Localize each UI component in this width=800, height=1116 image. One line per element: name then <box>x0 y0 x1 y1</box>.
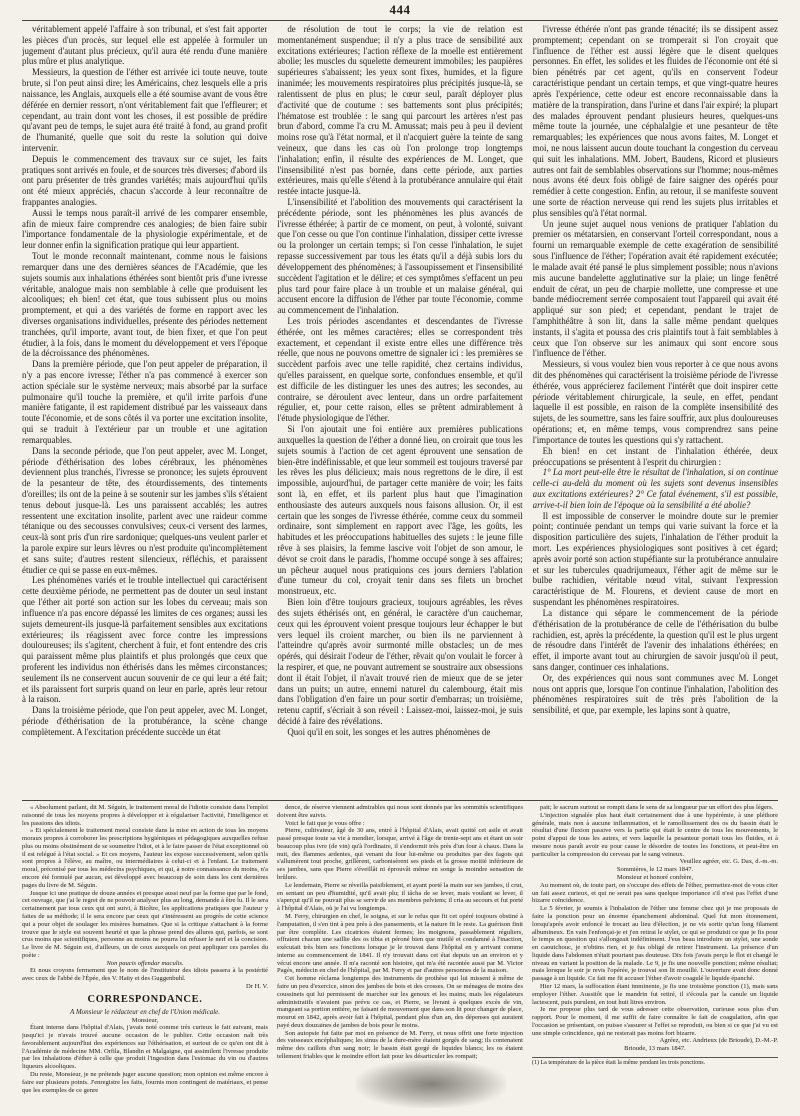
paragraph: Depuis le commencement des travaux sur ce sujet, les faits pratiques sont arrivés en foule, et de sources très diverses; d'abord ils ont paru présenter de très grandes variétés; mais aujourd'hui qu'ils ont été mieux appréciés, chacun s'accorde à leur reconnaître de frappantes analogies. <box>22 153 268 207</box>
question-paragraph: 1° La mort peut-elle être le résultat de l'inhalation, si on continue celle-ci au-delà du moment où les sujets sont devenus insensibles aux excitations extérieures? 2° Ce fatal événement, s'il est possible, arrive-t-il bien loin de l'époque où la sensibilité a été abolie? <box>532 467 778 510</box>
paragraph: » Et spécialement le traitement moral consiste dans la mise en action de tous les moyens moraux propres à corroborer les prescriptions hygiéniques et pédagogiques auxquelles refuse plus ou moins obstinément de se soumettre l'idiot, et à le faire passer de l'état exceptionnel où il est relégué à l'état social. » Et ces moyens, l'auteur les expose successivement, selon qu'ils sont propres à l'élève, au maître, ou intermédiaires à celui-ci et à l'enfant. Le traitement moral, préconisé par tous les médecins psychiques, et qui, à notre connaissance du moins, n'a encore été formulé par aucun, est développé avec beaucoup de soin dans les cent dernières pages du livre de M. Séguin. <box>22 827 268 889</box>
paragraph: Dans la première période, que l'on peut appeler de préparation, il n'y a pas encore ivresse; l'éther n'a pas commencé à exercer son action spéciale sur le système nerveux; mais absorbé par la surface pulmonaire qu'il touche la première, et qu'il irrite parfois d'une manière fatigante, il est rapidement distribué par les vaisseaux dans toute l'économie, et de sons côtés il va porter une excitation insolite, qui se traduit à l'extérieur par un trouble et une agitation remarquables. <box>22 359 268 445</box>
paragraph: Du reste, Monsieur, je ne prétends juger aucune question; mon opinion est même encore à faire sur plusieurs points. J'enregistre les faits, fournis mon contingent de matériaux, et pense que les exemples de ce genre <box>22 1071 268 1094</box>
page-number: 444 <box>389 2 411 17</box>
paragraph: Bien loin d'être toujours gracieux, toujours agréables, les rêves des sujets éthérisés ont, en général, le caractère d'un cauchemar, ceux qui les éprouvent voient presque toujours leur échapper le but vers lequel ils croient marcher, ou bien ils ne parviennent à l'atteindre qu'après avoir surmonté mille obstacles; un de mes opérés, qui désirait l'odeur de l'éther, rêvait qu'on voulait le forcer à la respirer, et que, ne pouvant autrement se soustraire aux obsessions dont il était l'objet, il n'avait trouvé rien de mieux que de se jeter dans un puits; un autre, ennemi naturel du calembourg, était mis dans l'obligation d'en faire un pour sortir d'embarras; un troisième, retenu captif, s'écriait à son réveil : Laissez-moi, laissez-moi, je suis décidé à faire des révélations. <box>277 597 523 726</box>
paragraph: L'insensibilité et l'abolition des mouvements qui caractérisent la précédente période, sont les phénomènes les plus avancés de l'ivresse éthérée; à partir de ce moment, on peut, à volonté, suivant que l'on cesse ou que l'on continue l'inhalation, dissiper cette ivresse ou la prolonger un certain temps; si l'on cesse l'inhalation, le sujet repasse successivement par tous les états qu'il a déjà subis lors du développement des phénomènes; à l'assoupissement et l'insensibilité succèdent l'agitation et le délire; et ces symptômes s'effacent un peu plus tard pour faire place à un trouble et un malaise général, qui accusent encore la diffusion de l'éther par toute l'économie, comme au commencement de l'inhalation. <box>277 197 523 316</box>
letter-address: A Monsieur le rédacteur en chef de l'Union médicale. <box>69 1008 221 1017</box>
paragraph: Au moment où, de toute part, on s'occupe des effets de l'éther, permettez-moi de vous citer un fait assez curieux, et qui ne serait pas sans quelque importance s'il n'est pas l'effet d'une bizarre coïncidence. <box>532 881 778 905</box>
paragraph: M. Ferry, chirurgien en chef, le soigna, et sur le refus que fit cet opéré toujours obstiné à l'amputation, il s'en tint à peu près à des pansements, et la nature fit le reste. La guérison finit par être complète. Les cicatrices étaient fermes; les moignons, passablement réguliers, offraient chacun une saillie des os tibia et péroné bien que mutilé et condamné à l'inaction, exécutait très bien ses fonctions lorsque je le trouvai dans l'hôpital en y arrivant comme interne au commencement de 1841. Il n'y trouvait dans cet état depuis un an environ et y vécut encore une année. Il m'a raconté son histoire, qui m'a été racontée aussi par M. Victor Pagès, médecin en chef de l'hôpital, par M. Ferry et par d'autres personnes de la maison. <box>277 912 523 975</box>
paragraph: pait; le sacrum surtout se rompit dans le sens de sa longueur par un effort des plus légers. <box>540 804 774 811</box>
paragraph: Étant interne dans l'hôpital d'Alais, j'avais noté comme très curieux le fait suivant, mais jusqu'ici je n'avais trouvé aucune occasion de le publier. Cette occasion naît très favorablement aujourd'hui des expériences sur l'éthérisation, et surtout de ce qu'en ont dit à l'Académie de médecine MM. Orfila, Blandin et Malgaigne, qui assimilent l'ivresse produite par les inhalations d'éther à celle que produit l'ingestion dans l'estomac du vin ou d'autres liqueurs alcooliques. <box>22 1024 268 1071</box>
paragraph: Hier 12 mars, la suffocation étant imminente, je fis une troisième ponction (1), mais sans employer l'éther. Aussitôt que le mandrin fut retiré, il s'écoula par la canule un liquide lactescent, puis purulent, en tout huit litres environ. <box>532 982 778 1006</box>
paragraph: Il est impossible de conserver le moindre doute sur le premier point; continuée pendant un temps qui varie suivant la force et la disposition particulière des sujets, l'inhalation de l'éther produit la mort. Les expériences physiologiques sont positives à cet égard; après avoir porté son action stupéfiante sur la protubérance annulaire et sur les tubercules quadrijumeaux, l'éther agit de même sur le bulbe rachidien, véritable nœud vital, suivant l'expression caractéristique de M. Flourens, et devient cause de mort en suspendant les phénomènes respiratoires. <box>532 510 778 608</box>
article-column-2 <box>277 24 522 796</box>
paragraph: Dans la troisième période, que l'on peut appeler, avec M. Longet, période d'éthérisation de la protubérance, la scène change complètement. A l'excitation précédente succède un état <box>22 705 268 737</box>
top-rule <box>22 20 778 21</box>
section-heading: CORRESPONDANCE. <box>87 993 203 1005</box>
letter-place-date: Brioude, 13 mars 1847. <box>624 1045 686 1053</box>
lower-section <box>22 804 778 1100</box>
letter-column-2 <box>532 804 778 1100</box>
review-column <box>22 804 268 1100</box>
paragraph: Les phénomènes variés et le trouble intellectuel qui caractérisent cette deuxième période, ne permettent pas de douter un seul instant que l'éther ait porté son action sur les lobes du cerveau; mais son influence n'a pas encore dépassé les limites de ces organes; aussi les sujets demeurent-ils jusque-là parfaitement sensibles aux excitations extérieures; ils réagissent avec force contre les impressions douloureuses; ils s'agitent, cherchent à fuir, et font entendre des cris qui paraissent même plus plaintifs et plus prolongés que ceux que proferent les individus non éthérisés dans les mêmes circonstances; seulement ils ne conservent aucun souvenir de ce qui leur a été fait; et ils paraissent fort surpris quand on leur en parle, après leur retour à la raison. <box>22 575 268 705</box>
paragraph: Dans la seconde période, que l'on peut appeler, avec M. Longet, période d'éthérisation des lobes cérébraux, les phénomènes deviennent plus tranchés, l'ivresse se prononce; les sujets éprouvent de la pesanteur de tête, des étourdissements, des tintements d'oreilles; ils ont de la peine à se soutenir sur les jambes s'ils s'étaient tenus debout jusque-là. Les uns paraissent accablés; les autres ressentent une excitation insolite, parlent avec une raideur comme tétanique ou des secousses convulsives; ceux-ci versent des larmes, ceux-là sont pris d'un rire sardonique; quelques-uns veulent parler et la parole expire sur leurs lèvres ou n'est produite qu'incomplètement et sans suite; d'autres restent silencieux, réfléchis, et paraissent étudier ce qui se passe en eux-mêmes. <box>22 445 268 575</box>
paragraph: dence, de réserve viennent admirables qui nous sont donnés par les sommités scientifiques doivent être suivis. <box>277 804 523 819</box>
paragraph: Pierre, cultivateur, âgé de 30 ans, entré à l'hôpital d'Alais, avait quitté cet asile et avait passé presque toute sa vie à mendier, lorsque, arrivé à l'âge de trente-sept ans et étant un soir beaucoup plus ivre (de vin) qu'à l'ordinaire, il s'endormit très près d'un four à chaux. Dans la nuit, des flammes ardentes, qui venant du four lui-même ou produites par des fagots qui s'allumèrent tout proche, grillèrent, carbonisèrent ses pieds et la grosse moitié inférieure de ses jambes, sans que Pierre s'éveillât ni éprouvât même en songe la moindre sensation de brûlure. <box>277 827 523 882</box>
paragraph: de résolution de tout le corps; la vie de relation est momentanément suspendue; il n'y a plus trace de sensibilité aux excitations extérieures; l'action réflexe de la moelle est entièrement abolie; les muscles du squelette demeurent immobiles; les paupières supérieures s'abaissent; les yeux sont fixes, humides, et la figure inanimée; les mouvements respiratoires plus précipités jusque-là, se ralentissent de plus en plus; le cœur seul, paraît déployer plus d'activité que de coutume : ses battements sont plus précipités; l'hématose est troublée : le sang qui parcourt les artères n'est pas brun d'abord, comme l'a cru M. Amussat; mais peu à peu il devient moins rose qu'à l'état normal, et il n'acquiert guère la teinte de sang veineux, que dans les cas où l'on prolonge trop longtemps l'inhalation; enfin, il résulte des expériences de M. Longet, que l'insensibilité n'est pas bornée, dans cette période, aux parties extérieures, mais qu'elle s'étend à la protubérance annulaire qui était restée intacte jusque-là. <box>277 24 523 197</box>
letter-salutation: Monsieur, <box>131 1016 159 1024</box>
paragraph: véritablement appelé l'affaire à son tribunal, et s'est fait apporter les pièces d'un procès, sur lequel elle est appelée à formuler un jugement d'autant plus précieux, qu'il aura été rendu d'une manière plus mûre et plus analytique. <box>22 24 268 67</box>
footnote: (1) La température de la pièce était la même pendant les trois ponctions. <box>532 1057 778 1067</box>
section-rule <box>22 800 778 801</box>
paragraph: Un jeune sujet auquel nous venions de pratiquer l'ablation du premier os métatarsien, en conservant l'orteil correspondant, nous a fourni un remarquable exemple de cette exagération de sensibilité sous l'influence de l'éther; l'opération avait été rapidement exécutée; le malade avait été pansé le plus simplement possible; nous n'avions mis aucune bandelette agglutinative sur la plaie; un linge fenêtré enduit de cérat, un peu de charpie mollette, une compresse et une bande médiocrement serrée composaient tout l'appareil qui avait été appliqué sur son pied; et cependant, pendant le trajet de l'amphithéâtre à son lit, dans la salle même pendant quelques instants, il s'agita et poussa des cris plaintifs tout à fait semblables à ceux que l'on observe sur les animaux qui sont encore sous l'influence de l'éther. <box>532 218 778 359</box>
paragraph: Cet homme réclama longtemps des instruments de prothèse qui lui missent à même de faire un peu d'exercice, sinon des jambes de bois et des crosses. On se ménagea de moins des coussinets qui lui permissent de marcher sur les genoux et les mains; mais les régulateurs administratifs n'avaient pas prévu ce cas, et Pierre, se livrant à quelques excès de vin, mangeant sa portion entière, ne faisant de mouvement que dans son lit pour changer de place, mourut en 1842, après avoir fait à l'hôpital, pendant plus d'un an, des dépenses qui auraient payé deux douzaines de jambes de bois pour le moins. <box>277 975 523 1029</box>
letter-signature: Agréez, etc. Andrieux (de Brioude), D.-M.-P. <box>659 1037 778 1045</box>
paragraph: Messieurs, si vous voulez bien vous reporter à ce que nous avons dit des phénomènes qui caractérisent la troisième période de l'ivresse éthérée, vous apprécierez facilement l'intérêt que doit inspirer cette période véritablement chirurgicale, la seule, en effet, pendant laquelle il est possible, en raison de la complète insensibilité des sujets, de les soumettre, sans les faire souffrir, aux plus douloureuses opérations; et, en même temps, vous comprendrez sans peine l'importance de toutes les questions qui s'y rattachent. <box>532 359 778 445</box>
paragraph: Jusque ici une pratique de douze années et presque aussi neuf par la forme que par le fond, cet ouvrage, que j'ai le regret de ne pouvoir analyser plus au long, demande à être lu. Il le sera certainement par tous ceux qui ont suivi, à Bicêtre, les applications pratiques que l'auteur y faites de sa méthode; il le sera encore par ceux qui s'intéressent au progrès de cette science qui a pour objet de soulager les misères humaines. Que si la critique s'attachant à la forme trouve que le style est souvent heurté et que la phrase prend des allures qui, parfois, se sont crus moins que scientifiques, personne au moins ne pourra lui refuser le nerf et la concision. Le livre de M. Séguin est, d'ailleurs, un de ceux auxquels on peut appliquer ces paroles du poète : <box>22 889 268 959</box>
paragraph: Eh bien! en cet instant de l'inhalation éthérée, deux préoccupations se présentent à l'esprit du chirurgien : <box>532 445 778 467</box>
letter-signature: Veuillez agréer, etc. G. Dax, d.-m.-m. <box>679 858 778 866</box>
letter-salutation: Monsieur et honoré confrère, <box>616 874 694 882</box>
paragraph: Et nous croyons fermement que le nom de l'instituteur des idiots passera à la postérité avec ceux de l'abbé de l'Épée, des V. Haüy et des Guggenbuhl. <box>22 967 268 983</box>
letter-place-date: Sommières, le 12 mars 1847. <box>616 866 694 874</box>
article-column-3 <box>533 24 778 796</box>
paragraph: Aussi le temps nous paraît-il arrivé de les comparer ensemble, afin de mieux faire comprendre ces analogies; de bien faire subir l'importance fondamentale de la physiologie expérimentale, et de leur donner enfin la signification pratique qui leur appartient. <box>22 207 268 251</box>
paragraph: Tout le monde reconnaît maintenant, comme nous le faisions remarquer dans une des dernières séances de l'Académie, que les sujets soumis aux inhalations éthérées sont bientôt pris d'une ivresse véritable, analogue mais non semblable à celle que produisent les alcooliques; eh bien! cet état, que tous subissent plus ou moins promptement, et qui a des variétés de forme en rapport avec les diverses organisations individuelles, présente des périodes nettement tranchées, qu'il importe, avant tout, de bien fixer, et que l'on peut étudier, à la fois, dans le moment du développement et vers l'époque de la décroissance des phénomènes. <box>22 251 268 359</box>
paragraph: Si l'on ajoutait une foi entière aux premières publications auxquelles la question de l'éther a donné lieu, on croirait que tous les sujets soumis à l'action de cet agent éprouvent une sensation de bien-être indéfinissable, et que leur sommeil est toujours traversé par les rêves les plus délicieux; mais nous regrettons de le dire, il est impossible, aujourd'hui, de partager cette manière de voir; les faits sont là, en effet, et ils parlent plus haut que l'imagination enthousiaste des auteurs auxquels nous faisons allusion. Or, il est certain que les songes de l'ivresse éthérée, comme ceux du sommeil ordinaire, sont simplement en rapport avec l'âge, les goûts, les habitudes et les préoccupations habituelles des sujets : le jeune fille rêve à ses plaisirs, la femme lascive voit l'objet de son amour, le dévot se croit dans le paradis, l'homme occupé songe à ses affaires; un pêcheur auquel nous pratiquions ces jours derniers l'ablation d'une tumeur du col, croyait tenir dans ses filets un brochet monstrueux, etc. <box>277 424 523 597</box>
paragraph: l'ivresse éthérée n'ont pas grande ténacité; ils se dissipent assez promptement; cependant on se tromperait si l'on croyait que l'influence de l'éther est aussi légère que le disent quelques personnes. En effet, les solides et les fluides de l'économie ont été si bien pénétrés par cet agent, qu'ils en conservent l'odeur caractéristique pendant un certain temps, et que vingt-quatre heures après l'expérience, cette odeur est encore reconnaissable dans la matière de la transpiration, dans l'urine et dans l'air expiré; la plupart des malades éprouvent pendant plusieurs heures, quelques-uns même toute la journée, une céphalalgie et une pesanteur de tête remarquables; les expériences que nous avons faites, M. Longet et moi, ne nous laissent aucun doute touchant la congestion du cerveau qui suit les inhalations. MM. Jobert, Baudens, Ricord et plusieurs autres ont fait de semblables observations sur l'homme; nous-mêmes nous avons été deux fois obligé de faire saigner des opérés pour remédier à cette congestion. Enfin, au retour, il se manifeste souvent une sorte de réaction nerveuse qui rend les sujets plus irritables et plus sensibles qu'à l'état normal. <box>532 24 778 218</box>
paragraph: Je me propose plus tard de vous adresser cette observation, curieuse sous plus d'un rapport. Pour le moment, il me suffit de faire connaître le fait de coagulation, afin que l'occasion se présentant, on puisse s'assurer si l'effet se reproduit, ou bien si ce que j'ai vu est une simple coïncidence, qui ne resterait pas moins fort bizarre. <box>532 1006 778 1037</box>
letter-column <box>277 804 523 1100</box>
paragraph: Messieurs, la question de l'éther est arrivée ici toute neuve, toute brute, si l'on peut ainsi dire; les Américains, chez lesquels elle a pris naissance, les Anglais, auxquels elle a été soumise avant de vous être déférée en dernier ressort, n'ont véritablement fait que l'effleurer; et cependant, au train dont vont les choses, il est possible de prédire qu'avant peu de temps, le sujet aura été traité à fond, au grand profit de l'humanité, quelle que soit du reste la solution qui doive intervenir. <box>22 67 268 153</box>
latin-quote: Non paucis offendar maculis. <box>106 959 184 967</box>
paragraph: La distance qui sépare le commencement de la période d'éthérisation de la protubérance de celle de l'éthérisation du bulbe rachidien, est, après la précédente, la question qu'il est le plus urgent de résoudre dans l'intérêt de l'avenir des inhalations éthérées; en effet, il importe avant tout au chirurgien de savoir jusqu'où il peut, sans danger, continuer ces inhalations. <box>532 607 778 672</box>
paragraph: Son autopsie fut faite par moi en présence de M. Ferry, et nous offrit une forte injection des vaisseaux encéphaliques; les sinus de la dure-mère étaient gorgés de sang; ils contenaient même des caillots d'un sang noir; le bassin était gorgé de liquides blancs; les os étaient tellement friables que le moindre effort fait pour les désarticuler les rompait; <box>277 1029 523 1060</box>
paragraph: « Absolument parlant, dit M. Séguin, le traitement moral de l'idiotie consiste dans l'emploi raisonné de tous les moyens propres à développer et à régulariser l'activité, l'intelligence et les passions des idiots. <box>22 804 268 827</box>
paragraph: Or, des expériences qui nous sont communes avec M. Longet nous ont appris que, lorsque l'on continue l'inhalation, l'abolition des phénomènes respiratoires suit de très près l'abolition de la sensibilité, et que, par exemple, les lapins sont à quatre, <box>532 672 778 716</box>
paragraph: L'injection signalée plus haut était certainement due à une hypérémie, à une pléthore générale, mais non à aucune inflammation, et le ramollissement des os du bassin était le résultat d'une fluxion passive vers la partie qui était le centre de tous les mouvements, le point d'appui de tous les autres, et vers laquelle la pesanteur portait tous les fluides, et à mesure nous paraît avoir eu pour cause le désordre de toutes les fonctions, et peut-être en particulier la compression du cerveau par le sang veineux. <box>532 811 778 858</box>
review-signature: Dr H. V. <box>246 982 268 990</box>
paragraph: Quoi qu'il en soit, les songes et les autres phénomènes de <box>287 726 491 737</box>
paragraph: Voici le fait que je vous offre : <box>285 819 365 827</box>
paragraph: Le lendemain, Pierre se réveilla paisiblement, et ayant porté la main sur ses jambes, il crut, en sentant un peu d'humidité, qu'il avait plu; il tâcha de se lever, mais voulant se lever, il s'aperçut qu'il ne pouvait plus se servir de ses membres pelviens; il cria au secours et fut porté à l'hôpital d'Alais, où je l'ai vu longtemps. <box>277 881 523 913</box>
article-column-1 <box>22 24 267 796</box>
paragraph: Le 5 février, je soumis à l'inhalation de l'éther une femme chez qui je me proposais de faire la ponction pour un énorme épanchement abdominal. Quel fut mon étonnement, lorsqu'après avoir enfoncé le trocart au lieu d'élection, je ne vis sortir qu'un long filament albumineux. En vain l'enfonçai-je et j'en retirai le stylet, ce qui se produisit ce que je fis pour le temps en question qui s'allongeait indéfiniment. J'eus beau introduire un stylet, une sonde en caoutchouc, je n'obtins rien, et je fus obligé de retirer l'instrument. La présence d'un liquide dans l'abdomen n'était pourtant pas douteuse. Dix fois j'avais perçu le flot et changé le niveau en variant la position de la malade. Le 9, je fis une nouvelle ponction; même résultat; mais lorsque le soir je revis l'opérée, je trouvai son lit mouillé. L'ouverture avait donc donné passage à un liquide. Ce fait me fit accuser l'éther d'avoir coagulé le liquide épanché. <box>532 905 778 983</box>
article-body <box>22 24 778 796</box>
paragraph: Les trois périodes ascendantes et descendantes de l'ivresse éthérée, ont les mêmes caractères; elles se correspondent très exactement, et cependant il existe entre elles une différence très réelle, que nous ne pouvons omettre de signaler ici : les premières se succèdent parfois avec une telle rapidité, chez certains individus, qu'elles paraissent, en quelque sorte, confondues ensemble, et qu'il est difficile de les distinguer les unes des autres; les secondes, au contraire, se déroulent avec lenteur, dans un ordre parfaitement régulier, et, pour cette raison, elles se prêtent admirablement à l'étude physiologique de l'éther. <box>277 315 523 424</box>
